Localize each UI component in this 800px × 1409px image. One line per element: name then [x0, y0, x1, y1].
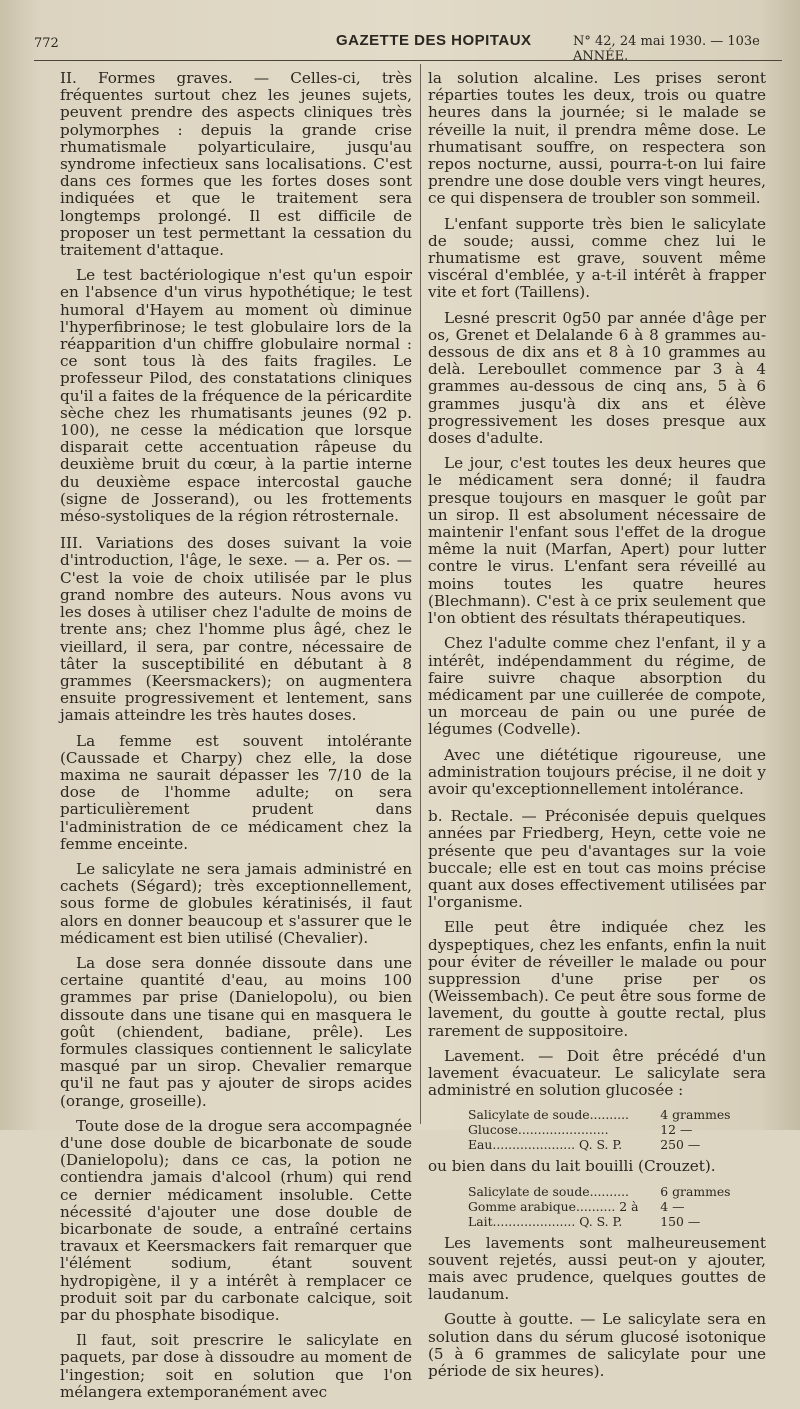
- paragraph: ou bien dans du lait bouilli (Crouzet).: [428, 1157, 716, 1176]
- ingredient: Lait..................... Q. S. P.: [468, 1213, 623, 1229]
- quantity: 12 —: [660, 1122, 693, 1138]
- paragraph: Les lavements sont malheureusement souvent rejetés, aussi peut-on y ajouter, mais avec prudence, quelques gouttes de laudanum.: [428, 1233, 766, 1304]
- header-rule: [34, 60, 782, 61]
- paragraph: L'enfant supporte très bien le salicylate de soude; aussi, comme chez lui le rhumatisme est grave, souvent même viscéral d'emblée, y a-t-il intérêt à frapper vite et fort (Taillens).: [428, 214, 766, 302]
- paragraph: la solution alcaline. Les prises seront réparties toutes les deux, trois ou quatre heures dans la journée; si le malade se réveille la nuit, il prendra même dose. Le rhumatisant souffre, on respectera son repos nocturne, aussi, pourra-t-on lui faire prendre une dose double vers vingt heures, ce qui dispensera de troubler son sommeil.: [428, 69, 766, 208]
- ingredient: Eau..................... Q. S. P.: [468, 1137, 623, 1153]
- quantity: 250 —: [660, 1137, 701, 1153]
- quantity: 4 grammes: [660, 1107, 731, 1123]
- recipe-table-2: [468, 1184, 766, 1229]
- quantity: 6 grammes: [660, 1183, 731, 1199]
- paragraph: Elle peut être indiquée chez les dyspeptiques, chez les enfants, enfin la nuit pour éviter de réveiller le malade ou pour suppression d'une prise per os (Weissembach). Ce peut être sous forme de lavement, du goutte à goutte rectal, plus rarement de suppositoire.: [428, 918, 766, 1040]
- left-column: [60, 70, 412, 1409]
- page-number: 772: [34, 36, 59, 51]
- right-column: [428, 70, 766, 1388]
- paragraph: Le salicylate ne sera jamais administré en cachets (Ségard); très exceptionnellement, sous forme de globules kératinisés, il faut alors en donner beaucoup et s'assurer que le médicament est bien utilisé (Chevalier).: [60, 859, 412, 947]
- section-heading-paragraph: III. Variations des doses suivant la voie d'introduction, l'âge, le sexe. — a. Per os. — C'est la voie de choix utilisée par le plus grand nombre des auteurs. Nous avons vu les doses à utiliser chez l'adulte de moins de trente ans; chez l'homme plus âgé, chez le vieillard, il sera, par contre, nécessaire de tâter la susceptibilité en débutant à 8 grammes (Keersmackers); on augmentera ensuite progressivement et lentement, sans jamais atteindre les très hautes doses.: [60, 534, 412, 725]
- paragraph: Goutte à goutte. — Le salicylate sera en solution dans du sérum glucosé isotonique (5 à 6 grammes de salicylate pour une période de six heures).: [428, 1310, 766, 1380]
- issue-info: N° 42, 24 mai 1930. — 103e ANNÉE.: [573, 34, 760, 64]
- paragraph: Le test bactériologique n'est qu'un espoir en l'absence d'un virus hypothétique; le test humoral d'Hayem au moment où diminue l'hyperfibrinose; le test globulaire lors de la réapparition d'un chiffre globulaire normal : ce sont tous là des faits fragiles. Le professeur Pilod, des constatations cliniques qu'il a faites de la fréquence de la péricardite sèche chez les rhumatisants jeunes (92 p. 100), ne cesse la médication que lorsque disparait cette accentuation râpeuse du deuxième bruit du cœur, à la partie interne du deuxième espace intercostal gauche (signe de Josserand), ou les frottements méso-systoliques de la région rétrosternale.: [60, 266, 412, 526]
- recipe-row: [468, 1199, 766, 1214]
- recipe-row: [468, 1107, 766, 1122]
- ingredient: Salicylate de soude..........: [468, 1183, 629, 1199]
- paragraph: Lavement. — Doit être précédé d'un lavement évacuateur. Le salicylate sera administré en solution glucosée :: [428, 1046, 766, 1100]
- recipe-row: [468, 1214, 766, 1229]
- paragraph: II. Formes graves. — Celles-ci, très fréquentes surtout chez les jeunes sujets, peuvent prendre des aspects cliniques très polymorphes : depuis la grande crise rhumatismale polyarticulaire, jusqu'au syndrome infectieux sans localisations. C'est dans ces formes que les fortes doses sont indiquées et que le traitement sera longtemps prolongé. Il est difficile de proposer un test permettant la cessation du traitement d'attaque.: [60, 69, 412, 260]
- section-heading-paragraph: b. Rectale. — Préconisée depuis quelques années par Friedberg, Heyn, cette voie ne présente que peu d'avantages sur la voie buccale; elle est en tout cas moins précise quant aux doses effectivement utilisées par l'organisme.: [428, 807, 766, 912]
- paragraph: Il faut, soit prescrire le salicylate en paquets, par dose à dissoudre au moment de l'ingestion; soit en solution que l'on mélangera extemporanément avec: [60, 1331, 412, 1401]
- recipe-row: [468, 1184, 766, 1199]
- column-divider: [420, 64, 421, 1124]
- quantity: 4 —: [660, 1198, 685, 1214]
- page-header: [0, 28, 800, 64]
- paragraph: Lesné prescrit 0g50 par année d'âge per os, Grenet et Delalande 6 à 8 grammes au-dessous de dix ans et 8 à 10 grammes au delà. Lereboullet commence par 3 à 4 grammes au-dessous de cinq ans, 5 à 6 grammes jusqu'à dix ans et élève progressivement les doses presque aux doses d'adulte.: [428, 308, 766, 448]
- recipe-row: [468, 1137, 766, 1152]
- ingredient: Salicylate de soude..........: [468, 1107, 629, 1123]
- paragraph: Toute dose de la drogue sera accompagnée d'une dose double de bicarbonate de soude (Danielopolu); dans ce cas, la potion ne contiendra jamais d'alcool (rhum) qui rend ce dernier médicament insoluble. Cette nécessité d'ajouter une dose double de bicarbonate de soude, a entraîné certains travaux et Keersmackers fait remarquer que l'élément sodium, étant souvent hydropigène, il y a intérêt à remplacer ce produit soit par du carbonate calcique, soit par du phosphate bisodique.: [60, 1116, 412, 1325]
- journal-title: GAZETTE DES HOPITAUX: [336, 32, 532, 49]
- quantity: 150 —: [660, 1213, 701, 1229]
- paragraph: La femme est souvent intolérante (Caussade et Charpy) chez elle, la dose maxima ne saurait dépasser les 7/10 de la dose de l'homme adulte; on sera particulièrement prudent dans l'administration de ce médicament chez la femme enceinte.: [60, 731, 412, 853]
- ingredient: Gomme arabique.......... 2 à: [468, 1198, 639, 1214]
- paragraph: La dose sera donnée dissoute dans une certaine quantité d'eau, au moins 100 grammes par prise (Danielopolu), ou bien dissoute dans une tisane qui en masquera le goût (chiendent, badiane, prêle). Les formules classiques contiennent le salicylate masqué par un sirop. Chevalier remarque qu'il ne faut pas y ajouter de sirops acides (orange, groseille).: [60, 953, 412, 1110]
- paragraph: Avec une diététique rigoureuse, une administration toujours précise, il ne doit y avoir qu'exceptionnellement intolérance.: [428, 745, 766, 798]
- ingredient: Glucose.......................: [468, 1122, 609, 1138]
- paragraph: Le jour, c'est toutes les deux heures que le médicament sera donné; il faudra presque toujours en masquer le goût par un sirop. Il est absolument nécessaire de maintenir l'enfant sous l'effet de la drogue même la nuit (Marfan, Apert) pour lutter contre le virus. L'enfant sera réveillé au moins toutes les quatre heures (Blechmann). C'est à ce prix seulement que l'on obtient des résultats thérapeutiques.: [428, 454, 766, 628]
- paragraph: Chez l'adulte comme chez l'enfant, il y a intérêt, indépendamment du régime, de faire suivre chaque absorption du médicament par une cuillerée de compote, un morceau de pain ou une purée de légumes (Codvelle).: [428, 634, 766, 739]
